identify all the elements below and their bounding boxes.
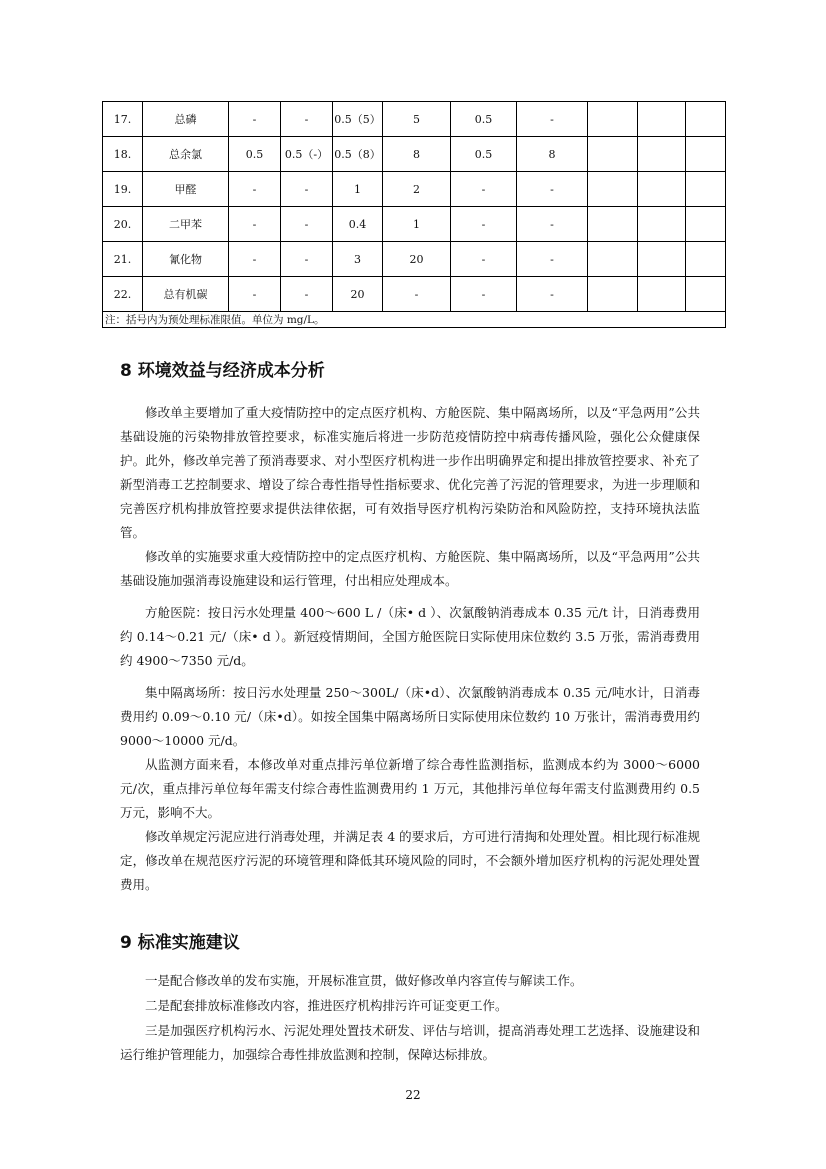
table-cell: -	[229, 207, 281, 242]
table-cell: 1	[333, 172, 383, 207]
table-note: 注：括号内为预处理标准限值。单位为 mg/L。	[103, 312, 726, 328]
table-cell: -	[517, 277, 588, 312]
table-cell: -	[229, 102, 281, 137]
table-body	[103, 102, 726, 312]
table-row	[103, 242, 726, 277]
table-cell: 二甲苯	[143, 207, 229, 242]
paragraph: 修改单的实施要求重大疫情防控中的定点医疗机构、方舱医院、集中隔离场所，以及“平急两用”公共基础设施加强消毒设施建设和运行管理，付出相应处理成本。	[120, 549, 700, 588]
section-8-heading: 8 环境效益与经济成本分析	[120, 361, 325, 381]
table-cell	[686, 207, 726, 242]
table-cell: 8	[517, 137, 588, 172]
paragraph: 修改单规定污泥应进行消毒处理，并满足表 4 的要求后，方可进行清掏和处理处置。相比现行标准规定，修改单在规范医疗污泥的环境管理和降低其环境风险的同时，不会额外增加医疗机构的污泥处理处置费用。	[120, 829, 700, 892]
paragraph: 一是配合修改单的发布实施，开展标准宣贯，做好修改单内容宣传与解读工作。	[145, 973, 583, 988]
page-number: 22	[405, 1088, 421, 1102]
table-cell: 20.	[103, 207, 143, 242]
table-cell	[638, 277, 686, 312]
paragraph: 修改单主要增加了重大疫情防控中的定点医疗机构、方舱医院、集中隔离场所，以及“平急两用”公共基础设施的污染物排放管控要求，标准实施后将进一步防范疫情防控中病毒传播风险，强化公众健康保护。此外，修改单完善了预消毒要求、对小型医疗机构进一步作出明确界定和提出排放管控要求、补充了新型消毒工艺控制要求、增设了综合毒性指导性指标要求、优化完善了污泥的管理要求，为进一步理顺和完善医疗机构排放管控要求提供法律依据，可有效指导医疗机构污染防治和风险防控，支持环境执法监管。	[120, 405, 700, 540]
table-cell: -	[451, 172, 517, 207]
table-cell	[638, 102, 686, 137]
table-row	[103, 172, 726, 207]
table-cell: -	[281, 207, 333, 242]
table-cell	[588, 277, 638, 312]
table-cell: -	[451, 277, 517, 312]
table-cell	[588, 137, 638, 172]
table-cell: -	[451, 242, 517, 277]
section-9-heading: 9 标准实施建议	[120, 933, 240, 953]
table-cell	[588, 242, 638, 277]
table-row	[103, 207, 726, 242]
table-note-row	[103, 312, 726, 328]
table-cell: -	[281, 102, 333, 137]
pollutant-limits-table	[102, 101, 726, 328]
table-cell: 20	[333, 277, 383, 312]
table-cell: -	[229, 172, 281, 207]
table-cell: 0.4	[333, 207, 383, 242]
table-cell: 3	[333, 242, 383, 277]
table-cell	[686, 242, 726, 277]
table-cell: -	[517, 172, 588, 207]
table-cell: 0.5（5）	[333, 102, 383, 137]
table-cell	[638, 207, 686, 242]
table-cell: -	[517, 207, 588, 242]
table-cell: 17.	[103, 102, 143, 137]
table-cell: 甲醛	[143, 172, 229, 207]
table-cell	[638, 137, 686, 172]
table-cell: 0.5	[229, 137, 281, 172]
table-cell: 19.	[103, 172, 143, 207]
table-cell: 22.	[103, 277, 143, 312]
paragraph: 二是配套排放标准修改内容，推进医疗机构排污许可证变更工作。	[145, 998, 508, 1013]
paragraph: 方舱医院：按日污水处理量 400～600 L /（床• d ）、次氯酸钠消毒成本 0.35 元/t 计，日消毒费用约 0.14～0.21 元/（床• d ）。新冠疫情期间，全国方舱医院日实际使用床位数约 3.5 万张，需消毒费用约 4900～7350 元/d。	[120, 605, 700, 668]
table-cell: 21.	[103, 242, 143, 277]
table-cell: -	[281, 242, 333, 277]
table-cell	[588, 102, 638, 137]
paragraph: 集中隔离场所：按日污水处理量 250～300L/（床•d）、次氯酸钠消毒成本 0.35 元/吨水计，日消毒费用约 0.09～0.10 元/（床•d）。如按全国集中隔离场所日实际使用床位数约 10 万张计，需消毒费用约 9000～10000 元/d。	[120, 685, 700, 748]
table-cell: -	[229, 242, 281, 277]
table-cell: 总磷	[143, 102, 229, 137]
table-cell: -	[517, 102, 588, 137]
table-cell: -	[281, 277, 333, 312]
table-cell: -	[517, 242, 588, 277]
table-cell: 氰化物	[143, 242, 229, 277]
table-cell	[686, 102, 726, 137]
table-cell: 1	[383, 207, 451, 242]
table-cell	[638, 242, 686, 277]
table-cell: 0.5（8）	[333, 137, 383, 172]
paragraph: 三是加强医疗机构污水、污泥处理处置技术研发、评估与培训，提高消毒处理工艺选择、设施建设和运行维护管理能力，加强综合毒性排放监测和控制，保障达标排放。	[120, 1023, 700, 1062]
table-cell: 5	[383, 102, 451, 137]
table-cell: -	[451, 207, 517, 242]
table-cell: -	[383, 277, 451, 312]
table-cell	[588, 207, 638, 242]
table-cell	[588, 172, 638, 207]
table-cell	[686, 137, 726, 172]
table-cell: -	[229, 277, 281, 312]
table-cell: 0.5	[451, 102, 517, 137]
table-cell: 0.5（-）	[281, 137, 333, 172]
table-cell	[686, 277, 726, 312]
table-row	[103, 102, 726, 137]
table-cell	[686, 172, 726, 207]
table-cell: 0.5	[451, 137, 517, 172]
table-cell: 总余氯	[143, 137, 229, 172]
table-cell: 总有机碳	[143, 277, 229, 312]
table-cell: 18.	[103, 137, 143, 172]
table-cell: 2	[383, 172, 451, 207]
table-cell: -	[281, 172, 333, 207]
table-cell: 8	[383, 137, 451, 172]
paragraph: 从监测方面来看，本修改单对重点排污单位新增了综合毒性监测指标，监测成本约为 3000～6000 元/次，重点排污单位每年需支付综合毒性监测费用约 1 万元，其他排污单位每年需支付监测费用约 0.5 万元，影响不大。	[120, 757, 700, 820]
table-cell: 20	[383, 242, 451, 277]
table-row	[103, 137, 726, 172]
table-cell	[638, 172, 686, 207]
table-row	[103, 277, 726, 312]
